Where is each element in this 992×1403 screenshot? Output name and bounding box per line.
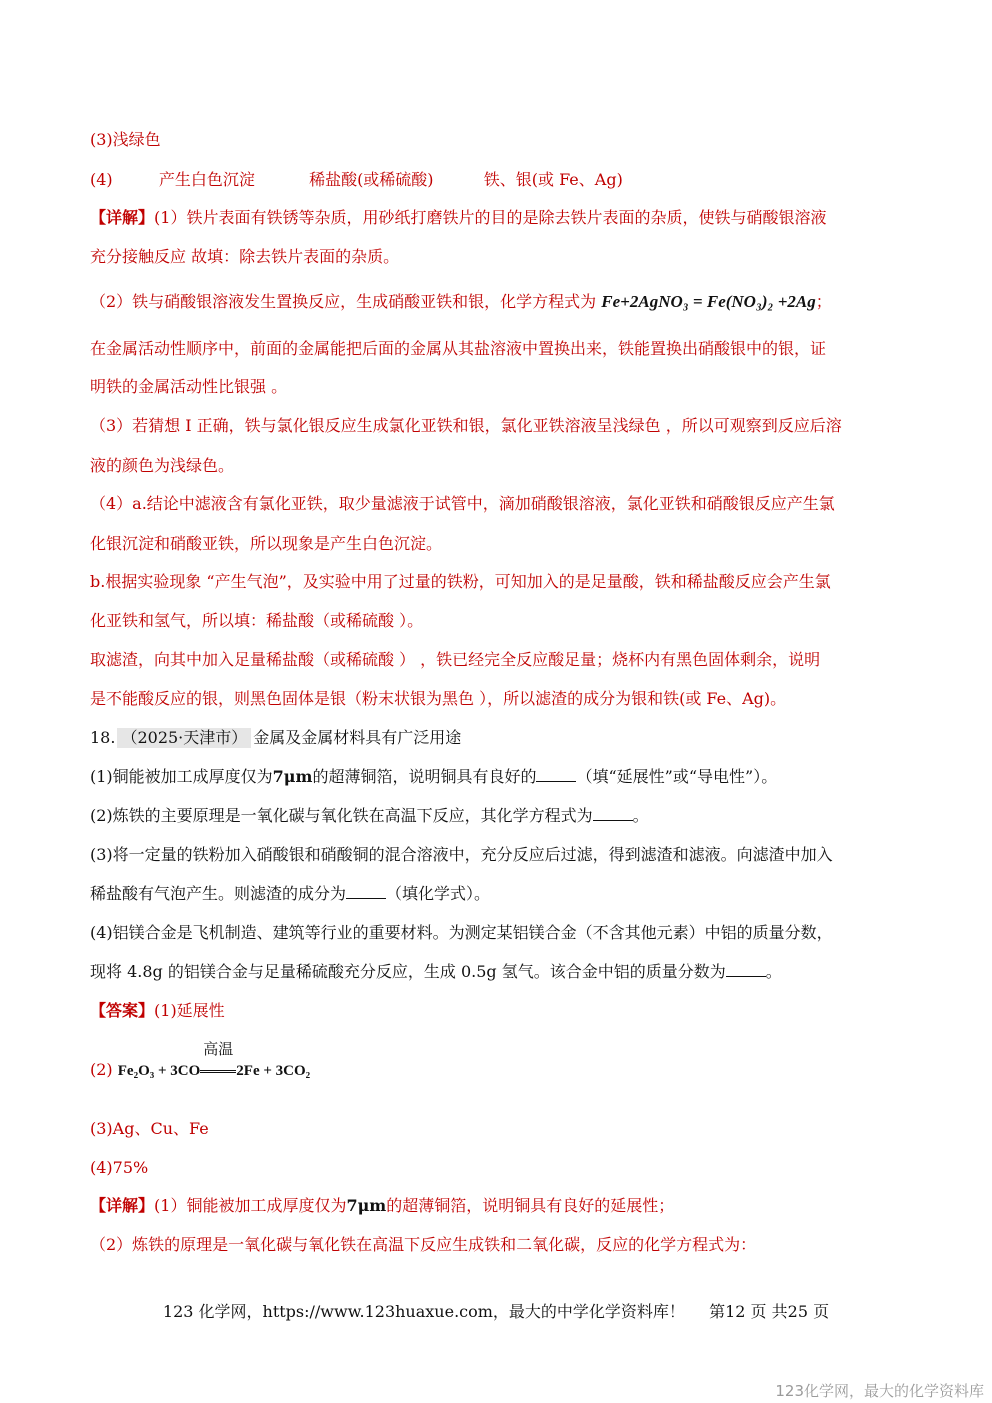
watermark: 123化学网，最大的化学资料库: [775, 1382, 984, 1400]
answer-18-part-2-number: (2): [90, 1060, 113, 1079]
answer-blank-4[interactable]: [726, 962, 766, 977]
detail-p4-line1: （4）a.结论中滤液含有氯化亚铁，取少量滤液于试管中，滴加硝酸银溶液，氯化亚铁和硝酸银反应产生氯: [90, 494, 835, 513]
question-number: 18.: [90, 728, 116, 747]
equation-right: 2Fe + 3CO₂: [236, 1063, 311, 1079]
detail-p2-line3: 明铁的金属活动性比银强 。: [90, 377, 288, 396]
page-footer: [0, 1299, 992, 1322]
answer-blank-3[interactable]: [346, 884, 386, 899]
answer-blank-1[interactable]: [536, 767, 576, 782]
equation-left: Fe₂O₃ + 3CO: [117, 1063, 201, 1079]
answer-blank-2[interactable]: [593, 806, 633, 821]
answer-18-part-1: (1)延展性: [154, 1001, 225, 1020]
detail-p4-line2: 化银沉淀和硝酸亚铁，所以现象是产生白色沉淀。: [90, 534, 443, 553]
answer-18-part-4: (4)75%: [90, 1158, 149, 1177]
detail-18-tag: 【详解】: [90, 1196, 155, 1215]
detail-18-line1: [90, 1196, 674, 1216]
detail-p4c-line2: 是不能酸反应的银，则黑色固体是银（粉末状银为黑色 ），所以滤渣的成分为银和铁(或 Fe、Ag)。: [90, 689, 787, 708]
detail-18-text-b: 的超薄铜箔，说明铜具有良好的延展性；: [386, 1196, 675, 1215]
answer-tag: 【答案】: [90, 1001, 155, 1020]
answer-18-line1: [90, 1001, 225, 1021]
equals-bar: [200, 1070, 236, 1073]
question-18-stem: [90, 728, 461, 748]
equation-fe-agno3: Fe+2AgNO₃ = Fe(NO₃)₂ +2Ag: [601, 292, 816, 311]
detail-p3-line2: 液的颜色为浅绿色。: [90, 456, 235, 475]
question-18-part-2: [90, 806, 649, 826]
question-18-part-4-line2: [90, 962, 782, 982]
q18-s1-thickness: 7μm: [272, 767, 313, 786]
q18-s2-text-c: 。: [632, 806, 649, 825]
answer-3: (3)浅绿色: [90, 130, 161, 149]
detail-18-line2: （2）炼铁的原理是一氧化碳与氧化铁在高温下反应生成铁和二氧化碳，反应的化学方程式为：: [90, 1235, 757, 1254]
detail-p4c-line1: 取滤渣，向其中加入足量稀盐酸（或稀硫酸 ） ，铁已经完全反应酸足量；烧杯内有黑色固体剩余，说明: [90, 650, 821, 669]
detail-18-text-a: (1）铜能被加工成厚度仅为: [154, 1196, 347, 1215]
question-source: （2025·天津市）: [117, 728, 251, 748]
detail-p1-text: (1）铁片表面有铁锈等杂质，用砂纸打磨铁片的目的是除去铁片表面的杂质，使铁与硝酸银溶液: [154, 208, 827, 227]
detail-p1-line1: [90, 208, 826, 228]
footer-page-number: 第12 页 共25 页: [709, 1302, 830, 1321]
detail-p2-line1: [90, 292, 832, 312]
answer-4-part-2: 稀盐酸(或稀硫酸): [309, 170, 434, 189]
reaction-condition: [200, 1040, 236, 1081]
q18-s2-text-a: (2)炼铁的主要原理是一氧化碳与氧化铁在高温下反应，其化学方程式为: [90, 806, 593, 825]
detail-p4b-line1: b.根据实验现象 “产生气泡”，及实验中用了过量的铁粉，可知加入的是足量酸，铁和稀盐酸反应会产生氯: [90, 572, 831, 591]
detail-p2-line2: 在金属活动性顺序中，前面的金属能把后面的金属从其盐溶液中置换出来，铁能置换出硝酸银中的银，证: [90, 339, 827, 358]
footer-site: 123 化学网，https://www.123huaxue.com，最大的中学化学资料库！: [162, 1302, 685, 1321]
detail-p3-line1: （3）若猜想 I 正确，铁与氯化银反应生成氯化亚铁和银，氯化亚铁溶液呈浅绿色 ，所以可观察到反应后溶: [90, 416, 842, 435]
q18-s4-text-c: 。: [765, 962, 782, 981]
q18-s1-text-c: （填“延展性”或“导电性”）。: [576, 767, 778, 786]
answer-18-part-3: (3)Ag、Cu、Fe: [90, 1119, 209, 1138]
question-18-part-4-line1: (4)铝镁合金是飞机制造、建筑等行业的重要材料。为测定某铝镁合金（不含其他元素）中铝的质量分数，: [90, 923, 833, 942]
question-18-part-3-line2: [90, 884, 490, 904]
detail-tag: 【详解】: [90, 208, 155, 227]
q18-s1-text-a: (1)铜能被加工成厚度仅为: [90, 767, 273, 786]
detail-p2-end: ；: [815, 292, 832, 311]
question-stem-text: 金属及金属材料具有广泛用途: [253, 728, 462, 747]
q18-s4-text-a: 现将 4.8g 的铝镁合金与足量稀硫酸充分反应，生成 0.5g 氢气。该合金中铝的质量分数为: [90, 962, 726, 981]
detail-p2-text: （2）铁与硝酸银溶液发生置换反应，生成硝酸亚铁和银，化学方程式为: [90, 292, 597, 311]
answer-18-line2: [90, 1040, 311, 1081]
detail-18-thickness: 7μm: [346, 1196, 387, 1215]
q18-s3-text-c: （填化学式）。: [386, 884, 491, 903]
condition-high-temp: 高温: [203, 1040, 234, 1058]
answer-4-number: (4): [90, 170, 113, 189]
answer-4-part-1: 产生白色沉淀: [158, 170, 255, 189]
question-18-part-1: [90, 767, 777, 787]
detail-p4b-line2: 化亚铁和氢气，所以填：稀盐酸（或稀硫酸 ）。: [90, 611, 424, 630]
q18-s1-text-b: 的超薄铜箔，说明铜具有良好的: [312, 767, 537, 786]
answer-4: [90, 170, 623, 190]
detail-p1-line2: 充分接触反应 故填：除去铁片表面的杂质。: [90, 247, 400, 266]
question-18-part-3-line1: (3)将一定量的铁粉加入硝酸银和硝酸铜的混合溶液中，充分反应后过滤，得到滤渣和滤液。向滤渣中加入: [90, 845, 833, 864]
answer-4-part-3: 铁、银(或 Fe、Ag): [483, 170, 623, 189]
q18-s3-text-a: 稀盐酸有气泡产生。则滤渣的成分为: [90, 884, 347, 903]
